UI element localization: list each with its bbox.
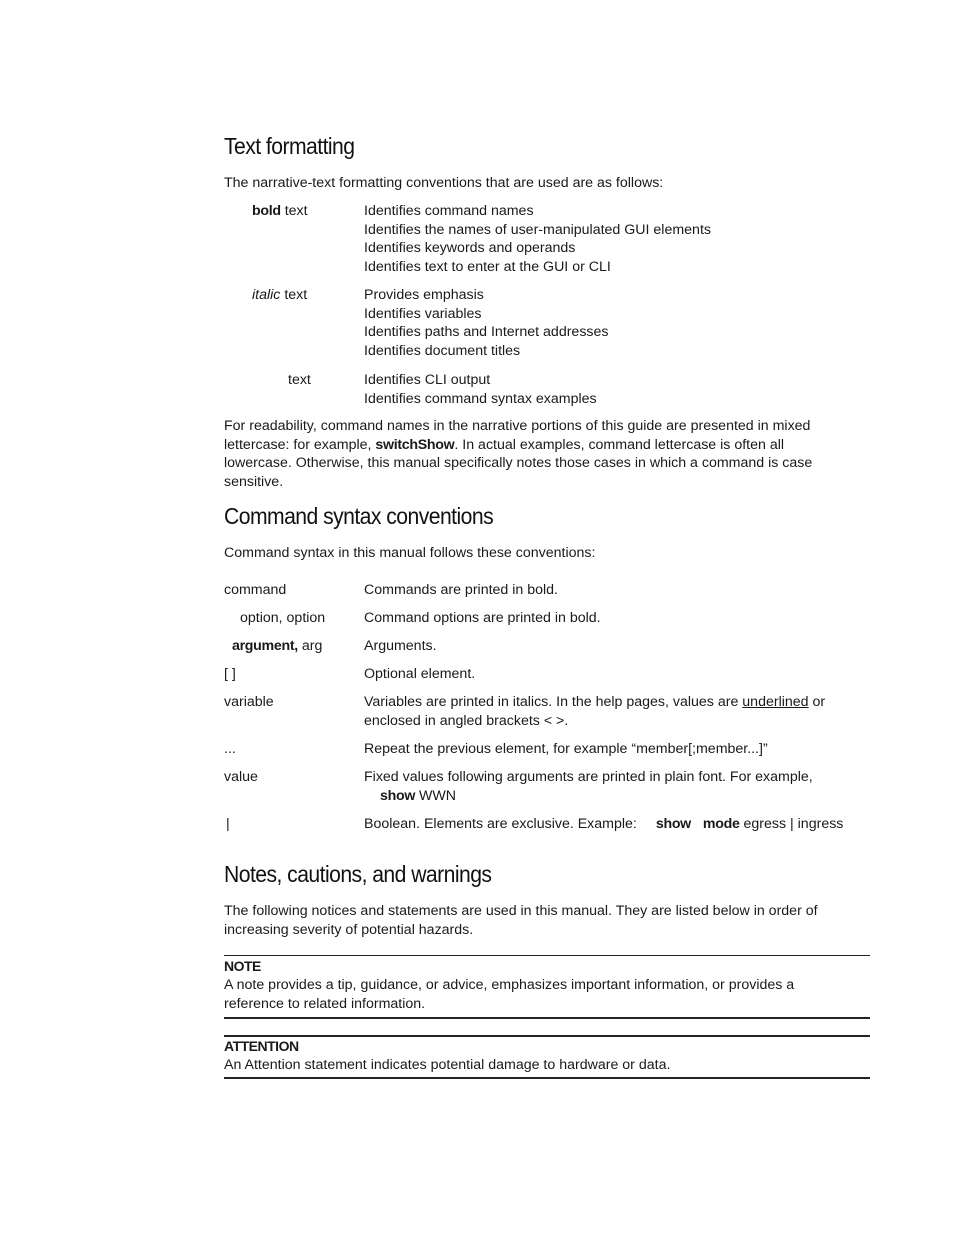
attention-bottom-rule [224,1077,870,1079]
desc-line: Identifies document titles [364,343,521,360]
syntax-term: option, option [240,610,326,626]
attention-label: ATTENTION [224,1038,299,1054]
syntax-term: ... [224,741,236,757]
syntax-term: command [224,582,287,598]
syntax-term: [ ] [224,666,236,682]
paragraph-line: lowercase. Otherwise, this manual specifically notes those cases in which a command is case [224,455,813,472]
command-name: mode [702,816,740,832]
convention-term: text [288,372,311,388]
italic-sample: italic [252,287,281,303]
syntax-description [364,768,870,805]
desc-line: Identifies keywords and operands [364,240,576,257]
term-suffix: arg [297,638,323,654]
convention-description [364,371,870,408]
text-formatting-intro: The narrative-text formatting conventions that are used are as follows: [224,175,664,191]
section-heading-notes: Notes, cautions, and warnings [224,861,492,887]
paragraph-line: The following notices and statements are used in this manual. They are listed below in order of [224,903,818,919]
syntax-description [364,693,870,730]
term-suffix: text [280,203,308,219]
underlined-text: underlined [742,694,809,710]
section-heading-text-formatting: Text formatting [224,133,355,159]
paragraph-line: sensitive. [224,474,284,491]
desc-line [364,815,870,834]
attention-top-rule [224,1035,870,1037]
bold-sample: argument, [232,638,298,654]
text-run: Variables are printed in italics. In the help pages, values are [364,694,743,710]
desc-line: Identifies paths and Internet addresses [364,324,609,341]
paragraph-line [224,436,870,455]
desc-line: enclosed in angled brackets < >. [364,712,569,729]
desc-line [364,693,870,712]
convention-description [364,286,870,361]
desc-line: Identifies command syntax examples [364,390,597,407]
paragraph-line: For readability, command names in the narrative portions of this guide are presented in mixed [224,418,811,434]
syntax-description: Commands are printed in bold. [364,582,558,598]
convention-term [252,202,308,221]
desc-line [364,787,870,806]
term-suffix: text [280,287,308,303]
text-run: Boolean. Elements are exclusive. Example: [364,816,637,832]
convention-term [252,286,307,305]
desc-line: Identifies the names of user-manipulated GUI elements [364,221,711,238]
text-run: WWN [415,787,457,804]
desc-line: Identifies command names [364,203,534,219]
desc-line: Identifies text to enter at the GUI or CLI [364,259,611,276]
note-text [224,976,870,1013]
syntax-description: Command options are printed in bold. [364,610,601,626]
note-top-rule [224,955,870,956]
text-run: lettercase: for example, [224,436,376,453]
readability-paragraph [224,417,870,492]
syntax-description: Arguments. [364,638,437,654]
text-run: or [808,694,826,710]
command-name: show [380,787,416,804]
command-name: switchShow [375,436,455,453]
syntax-term: variable [224,694,274,710]
attention-text: An Attention statement indicates potential damage to hardware or data. [224,1057,671,1073]
syntax-term: value [224,769,258,785]
text-run: . In actual examples, command lettercase is often all [454,436,785,453]
syntax-description: Repeat the previous element, for example “member[;member...]” [364,741,768,757]
syntax-description [364,815,870,834]
paragraph-line: reference to related information. [224,995,426,1012]
notes-intro [224,902,870,939]
syntax-intro: Command syntax in this manual follows these conventions: [224,545,596,561]
command-name: show [655,816,691,832]
syntax-term [232,637,322,656]
syntax-term: | [226,816,230,832]
bold-sample: bold [252,203,281,219]
desc-line: Identifies CLI output [364,372,491,388]
paragraph-line: increasing severity of potential hazards. [224,921,474,938]
convention-description [364,202,870,277]
note-label: NOTE [224,958,261,974]
note-bottom-rule [224,1017,870,1019]
section-heading-command-syntax: Command syntax conventions [224,503,494,529]
text-run: egress | ingress [739,816,844,832]
desc-line: Identifies variables [364,305,482,322]
paragraph-line: A note provides a tip, guidance, or advice, emphasizes important information, or provides a [224,977,795,993]
desc-line: Fixed values following arguments are printed in plain font. For example, [364,769,813,785]
desc-line: Provides emphasis [364,287,484,303]
syntax-description: Optional element. [364,666,476,682]
